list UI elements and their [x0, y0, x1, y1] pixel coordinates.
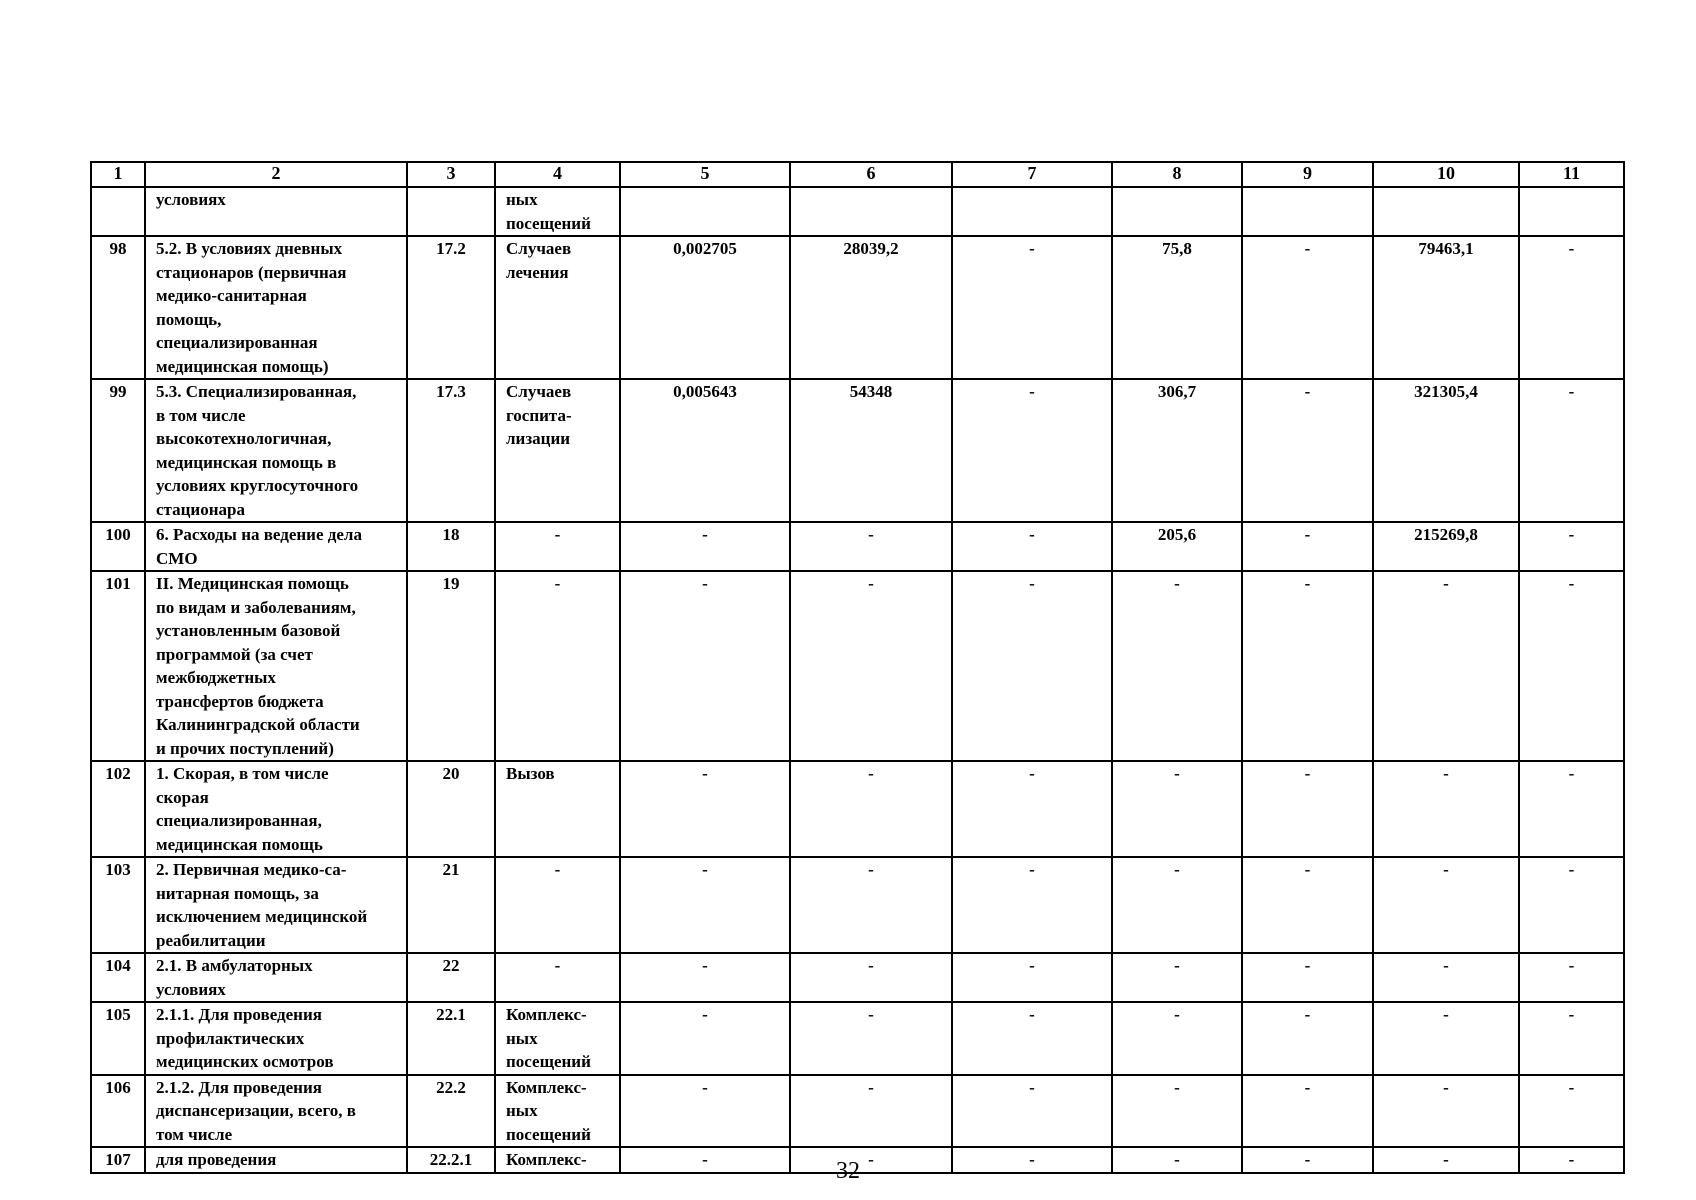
- col10-cell: -: [1373, 1075, 1519, 1148]
- row-number-cell: 105: [91, 1002, 145, 1075]
- col10-cell: -: [1373, 953, 1519, 1002]
- col11-cell: [1519, 187, 1624, 236]
- col11-cell: -: [1519, 379, 1624, 522]
- indicator-name-cell: II. Медицинская помощь по видам и заболеваниям, установленным базовой программой (за счет межбюджетных трансфертов бюджета Калининградской области и прочих поступлений): [145, 571, 407, 761]
- page-number: 32: [836, 1158, 860, 1184]
- table-row: [91, 236, 1624, 379]
- col-header: 11: [1519, 162, 1624, 187]
- col6-cell: -: [790, 1075, 952, 1148]
- line-code-cell: [407, 187, 495, 236]
- col5-cell: -: [620, 1002, 790, 1075]
- col11-cell: -: [1519, 953, 1624, 1002]
- col-header: 10: [1373, 162, 1519, 187]
- col9-cell: -: [1242, 1147, 1373, 1173]
- indicator-name-cell: 2.1. В амбулаторных условиях: [145, 953, 407, 1002]
- data-table: [90, 161, 1625, 1174]
- col9-cell: -: [1242, 1002, 1373, 1075]
- table-row: [91, 857, 1624, 953]
- col6-cell: -: [790, 571, 952, 761]
- col9-cell: -: [1242, 1075, 1373, 1148]
- col7-cell: -: [952, 571, 1112, 761]
- col-header: 9: [1242, 162, 1373, 187]
- col6-cell: 54348: [790, 379, 952, 522]
- indicator-name-cell: 5.3. Специализированная, в том числе высокотехнологичная, медицинская помощь в условиях круглосуточного стационара: [145, 379, 407, 522]
- table-row: [91, 522, 1624, 571]
- col7-cell: -: [952, 1002, 1112, 1075]
- unit-cell: -: [495, 857, 620, 953]
- col7-cell: -: [952, 761, 1112, 857]
- col8-cell: -: [1112, 857, 1242, 953]
- table-row: [91, 379, 1624, 522]
- row-number-cell: 99: [91, 379, 145, 522]
- col10-cell: -: [1373, 857, 1519, 953]
- col5-cell: -: [620, 1147, 790, 1173]
- col10-cell: [1373, 187, 1519, 236]
- col6-cell: -: [790, 761, 952, 857]
- col6-cell: -: [790, 857, 952, 953]
- col6-cell: -: [790, 953, 952, 1002]
- indicator-name-cell: для проведения: [145, 1147, 407, 1173]
- table-row: [91, 187, 1624, 236]
- line-code-cell: 21: [407, 857, 495, 953]
- table-row: [91, 571, 1624, 761]
- unit-cell: Случаев госпита- лизации: [495, 379, 620, 522]
- col10-cell: 215269,8: [1373, 522, 1519, 571]
- line-code-cell: 18: [407, 522, 495, 571]
- line-code-cell: 22.1: [407, 1002, 495, 1075]
- col8-cell: -: [1112, 1002, 1242, 1075]
- unit-cell: Комплекс-: [495, 1147, 620, 1173]
- col7-cell: -: [952, 236, 1112, 379]
- col9-cell: -: [1242, 236, 1373, 379]
- col-header: 2: [145, 162, 407, 187]
- col5-cell: -: [620, 857, 790, 953]
- unit-cell: Комплекс- ных посещений: [495, 1002, 620, 1075]
- col10-cell: 79463,1: [1373, 236, 1519, 379]
- col8-cell: 205,6: [1112, 522, 1242, 571]
- col8-cell: 75,8: [1112, 236, 1242, 379]
- col6-cell: -: [790, 1147, 952, 1173]
- col7-cell: -: [952, 1147, 1112, 1173]
- row-number-cell: 101: [91, 571, 145, 761]
- col10-cell: 321305,4: [1373, 379, 1519, 522]
- unit-cell: Комплекс- ных посещений: [495, 1075, 620, 1148]
- col7-cell: [952, 187, 1112, 236]
- col-header: 8: [1112, 162, 1242, 187]
- line-code-cell: 19: [407, 571, 495, 761]
- col5-cell: -: [620, 953, 790, 1002]
- col11-cell: -: [1519, 1147, 1624, 1173]
- col5-cell: -: [620, 522, 790, 571]
- col-header: 1: [91, 162, 145, 187]
- row-number-cell: 106: [91, 1075, 145, 1148]
- line-code-cell: 17.2: [407, 236, 495, 379]
- row-number-cell: 107: [91, 1147, 145, 1173]
- col5-cell: 0,005643: [620, 379, 790, 522]
- unit-cell: ных посещений: [495, 187, 620, 236]
- col9-cell: -: [1242, 571, 1373, 761]
- row-number-cell: 98: [91, 236, 145, 379]
- col-header: 6: [790, 162, 952, 187]
- col7-cell: -: [952, 857, 1112, 953]
- col11-cell: -: [1519, 522, 1624, 571]
- col10-cell: -: [1373, 1002, 1519, 1075]
- col-header: 3: [407, 162, 495, 187]
- indicator-name-cell: 1. Скорая, в том числе скорая специализированная, медицинская помощь: [145, 761, 407, 857]
- line-code-cell: 22: [407, 953, 495, 1002]
- col7-cell: -: [952, 522, 1112, 571]
- col9-cell: -: [1242, 953, 1373, 1002]
- col11-cell: -: [1519, 761, 1624, 857]
- line-code-cell: 17.3: [407, 379, 495, 522]
- indicator-name-cell: 2. Первичная медико-са- нитарная помощь, за исключением медицинской реабилитации: [145, 857, 407, 953]
- col-header: 4: [495, 162, 620, 187]
- row-number-cell: 104: [91, 953, 145, 1002]
- col5-cell: -: [620, 761, 790, 857]
- col9-cell: -: [1242, 857, 1373, 953]
- unit-cell: -: [495, 522, 620, 571]
- col8-cell: -: [1112, 571, 1242, 761]
- indicator-name-cell: 2.1.2. Для проведения диспансеризации, всего, в том числе: [145, 1075, 407, 1148]
- row-number-cell: [91, 187, 145, 236]
- col8-cell: 306,7: [1112, 379, 1242, 522]
- col9-cell: -: [1242, 379, 1373, 522]
- col10-cell: -: [1373, 761, 1519, 857]
- col8-cell: -: [1112, 761, 1242, 857]
- col7-cell: -: [952, 1075, 1112, 1148]
- indicator-name-cell: 5.2. В условиях дневных стационаров (первичная медико-санитарная помощь, специализированная медицинская помощь): [145, 236, 407, 379]
- line-code-cell: 22.2.1: [407, 1147, 495, 1173]
- col10-cell: -: [1373, 1147, 1519, 1173]
- col11-cell: -: [1519, 857, 1624, 953]
- row-number-cell: 103: [91, 857, 145, 953]
- col10-cell: -: [1373, 571, 1519, 761]
- col8-cell: -: [1112, 1147, 1242, 1173]
- col8-cell: [1112, 187, 1242, 236]
- indicator-name-cell: 6. Расходы на ведение дела СМО: [145, 522, 407, 571]
- col7-cell: -: [952, 379, 1112, 522]
- col5-cell: 0,002705: [620, 236, 790, 379]
- col11-cell: -: [1519, 1075, 1624, 1148]
- indicator-name-cell: 2.1.1. Для проведения профилактических медицинских осмотров: [145, 1002, 407, 1075]
- unit-cell: -: [495, 953, 620, 1002]
- col-header: 5: [620, 162, 790, 187]
- line-code-cell: 22.2: [407, 1075, 495, 1148]
- col5-cell: -: [620, 571, 790, 761]
- table-row: [91, 1002, 1624, 1075]
- col11-cell: -: [1519, 236, 1624, 379]
- col5-cell: -: [620, 1075, 790, 1148]
- table-row: [91, 953, 1624, 1002]
- col6-cell: -: [790, 522, 952, 571]
- col-header: 7: [952, 162, 1112, 187]
- unit-cell: -: [495, 571, 620, 761]
- col7-cell: -: [952, 953, 1112, 1002]
- table-row: [91, 761, 1624, 857]
- col8-cell: -: [1112, 953, 1242, 1002]
- line-code-cell: 20: [407, 761, 495, 857]
- header-row: [91, 162, 1624, 187]
- col6-cell: -: [790, 1002, 952, 1075]
- col9-cell: -: [1242, 522, 1373, 571]
- col11-cell: -: [1519, 571, 1624, 761]
- row-number-cell: 100: [91, 522, 145, 571]
- col6-cell: 28039,2: [790, 236, 952, 379]
- col11-cell: -: [1519, 1002, 1624, 1075]
- row-number-cell: 102: [91, 761, 145, 857]
- col9-cell: -: [1242, 761, 1373, 857]
- col6-cell: [790, 187, 952, 236]
- table-row: [91, 1075, 1624, 1148]
- unit-cell: Случаев лечения: [495, 236, 620, 379]
- table-body: [91, 187, 1624, 1173]
- indicator-name-cell: условиях: [145, 187, 407, 236]
- col9-cell: [1242, 187, 1373, 236]
- unit-cell: Вызов: [495, 761, 620, 857]
- col5-cell: [620, 187, 790, 236]
- col8-cell: -: [1112, 1075, 1242, 1148]
